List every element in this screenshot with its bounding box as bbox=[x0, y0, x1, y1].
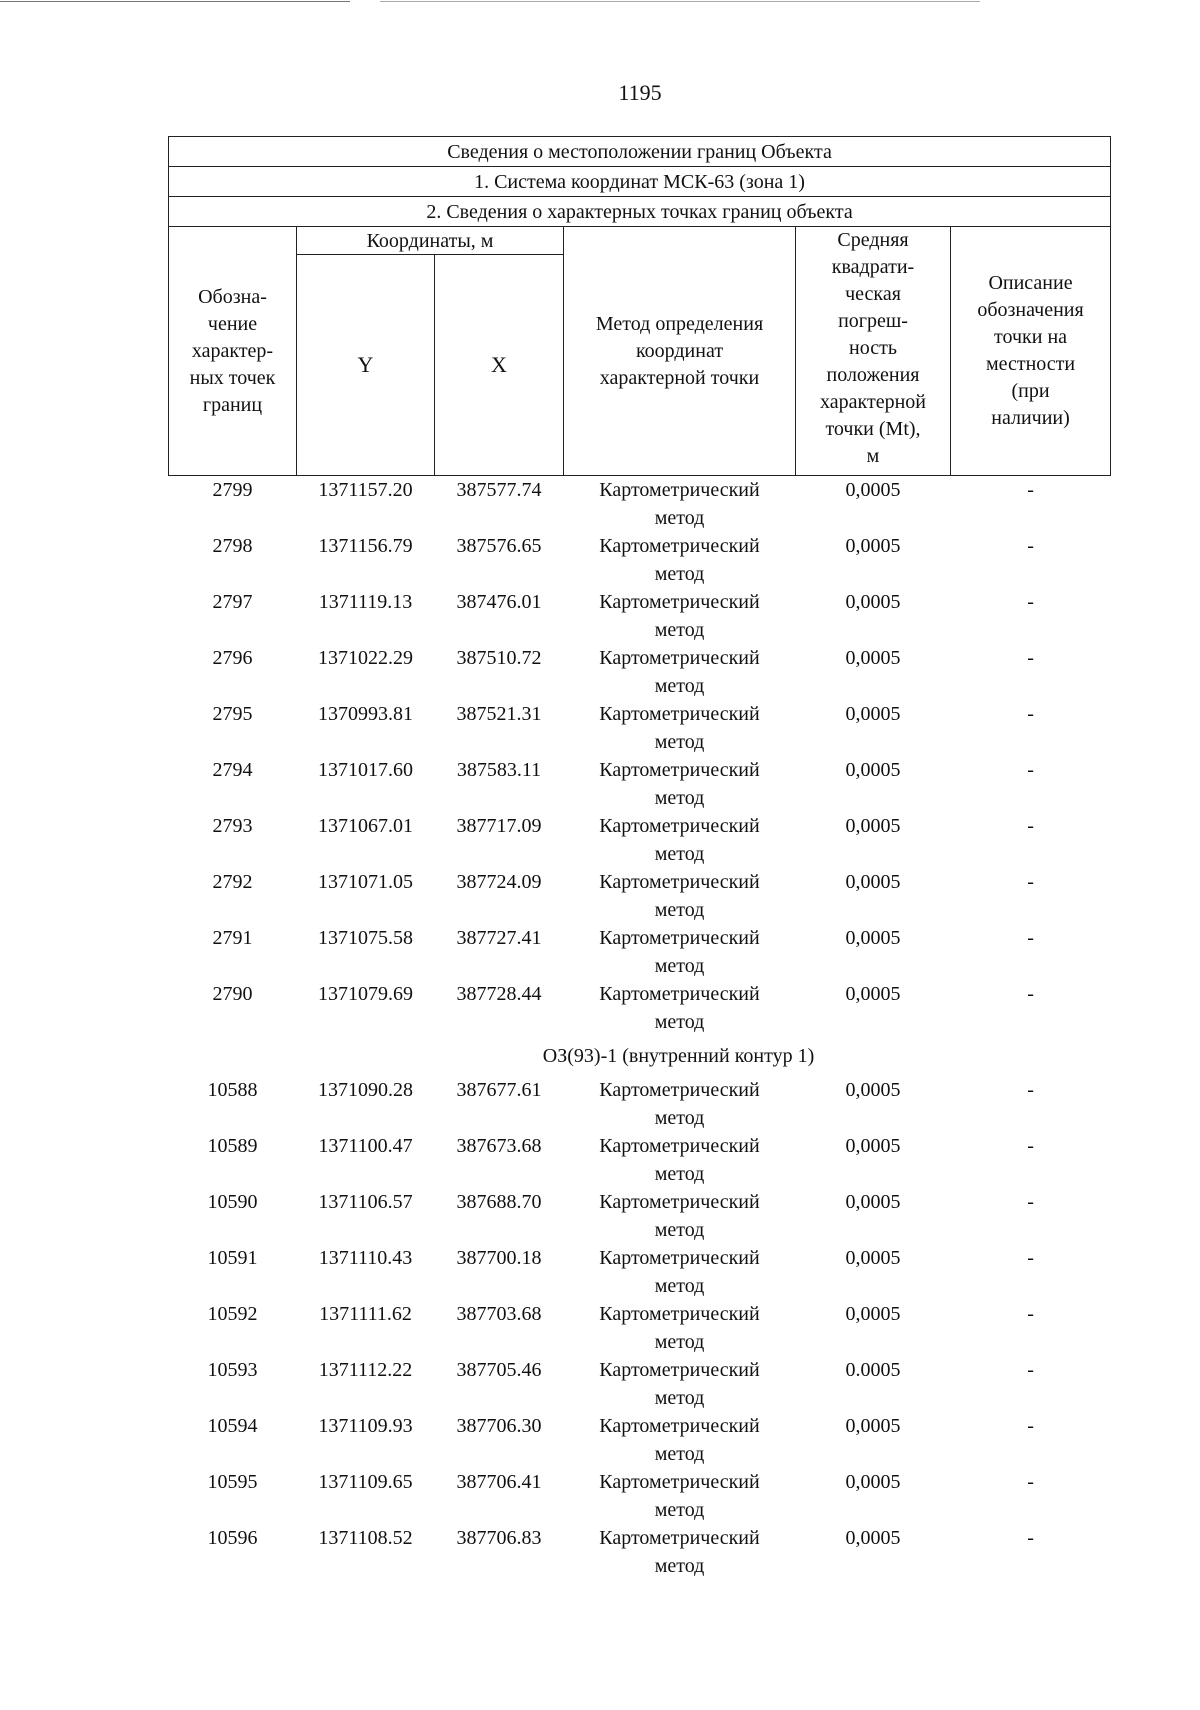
scan-edge-line bbox=[0, 1, 350, 2]
y-coordinate-cell: 1371090.28 bbox=[318, 1079, 413, 1101]
error-cell: 0,0005 bbox=[845, 1527, 901, 1549]
description-cell: - bbox=[1027, 815, 1034, 837]
point-id-cell: 10588 bbox=[207, 1079, 258, 1101]
error-cell: 0,0005 bbox=[845, 1303, 901, 1325]
error-cell: 0,0005 bbox=[845, 1247, 901, 1269]
method-cell: Картометрический метод bbox=[599, 927, 760, 977]
table-row bbox=[169, 1132, 1111, 1188]
contour-section-row bbox=[169, 1036, 1111, 1076]
table-row bbox=[169, 812, 1111, 868]
y-coordinate-cell: 1371071.05 bbox=[318, 871, 413, 893]
point-id-cell: 2793 bbox=[212, 815, 253, 837]
table-row bbox=[169, 700, 1111, 756]
error-header: Средняя квадрати- ческая погреш- ность положения характерной точки (Mt), м bbox=[796, 227, 951, 476]
description-cell: - bbox=[1027, 535, 1034, 557]
x-coordinate-cell: 387717.09 bbox=[456, 815, 542, 837]
table-row bbox=[169, 756, 1111, 812]
method-cell: Картометрический метод bbox=[599, 1247, 760, 1297]
x-coordinate-cell: 387706.30 bbox=[456, 1415, 542, 1437]
method-cell: Картометрический метод bbox=[599, 1415, 760, 1465]
point-id-cell: 10593 bbox=[207, 1359, 258, 1381]
point-id-cell: 2799 bbox=[212, 479, 253, 501]
point-id-cell: 2794 bbox=[212, 759, 253, 781]
description-header: Описание обозначения точки на местности (при наличии) bbox=[951, 227, 1111, 476]
error-cell: 0,0005 bbox=[845, 927, 901, 949]
point-id-cell: 10596 bbox=[207, 1527, 258, 1549]
description-cell: - bbox=[1027, 1135, 1034, 1157]
description-cell: - bbox=[1027, 647, 1034, 669]
y-coordinate-cell: 1371156.79 bbox=[318, 535, 413, 557]
y-coordinate-cell: 1371067.01 bbox=[318, 815, 413, 837]
y-coordinate-cell: 1370993.81 bbox=[318, 703, 413, 725]
error-cell: 0,0005 bbox=[845, 535, 901, 557]
description-cell: - bbox=[1027, 1191, 1034, 1213]
y-coordinate-cell: 1371108.52 bbox=[318, 1527, 413, 1549]
table-row bbox=[169, 644, 1111, 700]
table-row bbox=[169, 924, 1111, 980]
table-row bbox=[169, 476, 1111, 533]
method-cell: Картометрический метод bbox=[599, 535, 760, 585]
description-cell: - bbox=[1027, 1471, 1034, 1493]
point-id-cell: 2796 bbox=[212, 647, 253, 669]
table-body bbox=[169, 476, 1111, 1581]
x-coordinate-cell: 387706.41 bbox=[456, 1471, 542, 1493]
point-id-cell: 2795 bbox=[212, 703, 253, 725]
x-coordinate-cell: 387728.44 bbox=[456, 983, 542, 1005]
y-coordinate-cell: 1371109.65 bbox=[318, 1471, 413, 1493]
error-cell: 0,0005 bbox=[845, 871, 901, 893]
error-cell: 0,0005 bbox=[845, 1191, 901, 1213]
table-row bbox=[169, 868, 1111, 924]
y-coordinate-cell: 1371100.47 bbox=[318, 1135, 413, 1157]
description-cell: - bbox=[1027, 1359, 1034, 1381]
contour-title: ОЗ(93)-1 (внутренний контур 1) bbox=[542, 1045, 815, 1067]
description-cell: - bbox=[1027, 871, 1034, 893]
point-id-cell: 2790 bbox=[212, 983, 253, 1005]
error-cell: 0,0005 bbox=[845, 479, 901, 501]
table-title: Сведения о местоположении границ Объекта bbox=[169, 137, 1111, 167]
description-cell: - bbox=[1027, 591, 1034, 613]
point-id-cell: 2798 bbox=[212, 535, 253, 557]
method-cell: Картометрический метод bbox=[599, 815, 760, 865]
y-coordinate-cell: 1371110.43 bbox=[318, 1247, 413, 1269]
x-coordinate-cell: 387510.72 bbox=[456, 647, 542, 669]
point-id-cell: 2797 bbox=[212, 591, 253, 613]
method-cell: Картометрический метод bbox=[599, 1191, 760, 1241]
method-cell: Картометрический метод bbox=[599, 759, 760, 809]
point-id-cell: 10590 bbox=[207, 1191, 258, 1213]
x-coordinate-cell: 387688.70 bbox=[456, 1191, 542, 1213]
y-coordinate-cell: 1371119.13 bbox=[318, 591, 413, 613]
table-row bbox=[169, 1244, 1111, 1300]
description-cell: - bbox=[1027, 1527, 1034, 1549]
error-cell: 0,0005 bbox=[845, 759, 901, 781]
method-cell: Картометрический метод bbox=[599, 1527, 760, 1577]
page-number: 1195 bbox=[618, 80, 662, 105]
method-cell: Картометрический метод bbox=[599, 1079, 760, 1129]
y-coordinate-cell: 1371079.69 bbox=[318, 983, 413, 1005]
point-id-cell: 10592 bbox=[207, 1303, 258, 1325]
x-coordinate-cell: 387700.18 bbox=[456, 1247, 542, 1269]
method-cell: Картометрический метод bbox=[599, 1135, 760, 1185]
error-cell: 0,0005 bbox=[845, 1135, 901, 1157]
error-cell: 0,0005 bbox=[845, 815, 901, 837]
x-coordinate-cell: 387677.61 bbox=[456, 1079, 542, 1101]
y-coordinate-cell: 1371111.62 bbox=[319, 1303, 412, 1325]
x-coordinate-cell: 387724.09 bbox=[456, 871, 542, 893]
table-row bbox=[169, 1468, 1111, 1524]
x-coordinate-cell: 387673.68 bbox=[456, 1135, 542, 1157]
error-cell: 0.0005 bbox=[845, 1359, 901, 1381]
description-cell: - bbox=[1027, 1303, 1034, 1325]
error-cell: 0,0005 bbox=[845, 591, 901, 613]
method-cell: Картометрический метод bbox=[599, 983, 760, 1033]
point-id-cell: 2791 bbox=[212, 927, 253, 949]
x-coordinate-cell: 387577.74 bbox=[456, 479, 542, 501]
method-cell: Картометрический метод bbox=[599, 647, 760, 697]
description-cell: - bbox=[1027, 479, 1034, 501]
y-coordinate-cell: 1371112.22 bbox=[318, 1359, 413, 1381]
y-coordinate-cell: 1371157.20 bbox=[318, 479, 413, 501]
error-cell: 0,0005 bbox=[845, 703, 901, 725]
error-cell: 0,0005 bbox=[845, 1415, 901, 1437]
coordinates-header: Координаты, м bbox=[297, 227, 564, 255]
table-row bbox=[169, 1188, 1111, 1244]
designation-header: Обозна- чение характер- ных точек границ bbox=[169, 227, 297, 476]
table-row bbox=[169, 980, 1111, 1036]
x-coordinate-cell: 387705.46 bbox=[456, 1359, 542, 1381]
scan-edge-line bbox=[380, 1, 980, 2]
description-cell: - bbox=[1027, 927, 1034, 949]
point-id-cell: 10594 bbox=[207, 1415, 258, 1437]
method-cell: Картометрический метод bbox=[599, 1471, 760, 1521]
table-header bbox=[169, 137, 1111, 476]
x-coordinate-cell: 387703.68 bbox=[456, 1303, 542, 1325]
description-cell: - bbox=[1027, 703, 1034, 725]
point-id-cell: 10589 bbox=[207, 1135, 258, 1157]
x-coordinate-cell: 387576.65 bbox=[456, 535, 542, 557]
boundary-points-table bbox=[168, 136, 1111, 1580]
error-cell: 0,0005 bbox=[845, 1471, 901, 1493]
x-coordinate-cell: 387521.31 bbox=[456, 703, 542, 725]
description-cell: - bbox=[1027, 1415, 1034, 1437]
method-cell: Картометрический метод bbox=[599, 703, 760, 753]
description-cell: - bbox=[1027, 983, 1034, 1005]
table-row bbox=[169, 1300, 1111, 1356]
point-id-cell: 10595 bbox=[207, 1471, 258, 1493]
method-cell: Картометрический метод bbox=[599, 1303, 760, 1353]
table-row bbox=[169, 532, 1111, 588]
table-row bbox=[169, 1524, 1111, 1580]
description-cell: - bbox=[1027, 1247, 1034, 1269]
x-coordinate-header: X bbox=[435, 255, 564, 476]
error-cell: 0,0005 bbox=[845, 983, 901, 1005]
method-cell: Картометрический метод bbox=[599, 479, 760, 529]
x-coordinate-cell: 387583.11 bbox=[456, 759, 542, 781]
x-coordinate-cell: 387706.83 bbox=[456, 1527, 542, 1549]
error-cell: 0,0005 bbox=[845, 647, 901, 669]
point-id-cell: 10591 bbox=[207, 1247, 258, 1269]
point-id-cell: 2792 bbox=[212, 871, 253, 893]
coordinate-system-title: 1. Система координат МСК-63 (зона 1) bbox=[169, 167, 1111, 197]
description-cell: - bbox=[1027, 1079, 1034, 1101]
table-row bbox=[169, 1076, 1111, 1132]
y-coordinate-cell: 1371017.60 bbox=[318, 759, 413, 781]
method-cell: Картометрический метод bbox=[599, 1359, 760, 1409]
x-coordinate-cell: 387476.01 bbox=[456, 591, 542, 613]
y-coordinate-cell: 1371075.58 bbox=[318, 927, 413, 949]
y-coordinate-header: Y bbox=[297, 255, 435, 476]
table-row bbox=[169, 1412, 1111, 1468]
error-cell: 0,0005 bbox=[845, 1079, 901, 1101]
y-coordinate-cell: 1371106.57 bbox=[318, 1191, 413, 1213]
table-row bbox=[169, 1356, 1111, 1412]
description-cell: - bbox=[1027, 759, 1034, 781]
method-header: Метод определения координат характерной точки bbox=[564, 227, 796, 476]
x-coordinate-cell: 387727.41 bbox=[456, 927, 542, 949]
table-row bbox=[169, 588, 1111, 644]
points-section-title: 2. Сведения о характерных точках границ объекта bbox=[169, 197, 1111, 227]
method-cell: Картометрический метод bbox=[599, 871, 760, 921]
y-coordinate-cell: 1371022.29 bbox=[318, 647, 413, 669]
y-coordinate-cell: 1371109.93 bbox=[318, 1415, 413, 1437]
method-cell: Картометрический метод bbox=[599, 591, 760, 641]
